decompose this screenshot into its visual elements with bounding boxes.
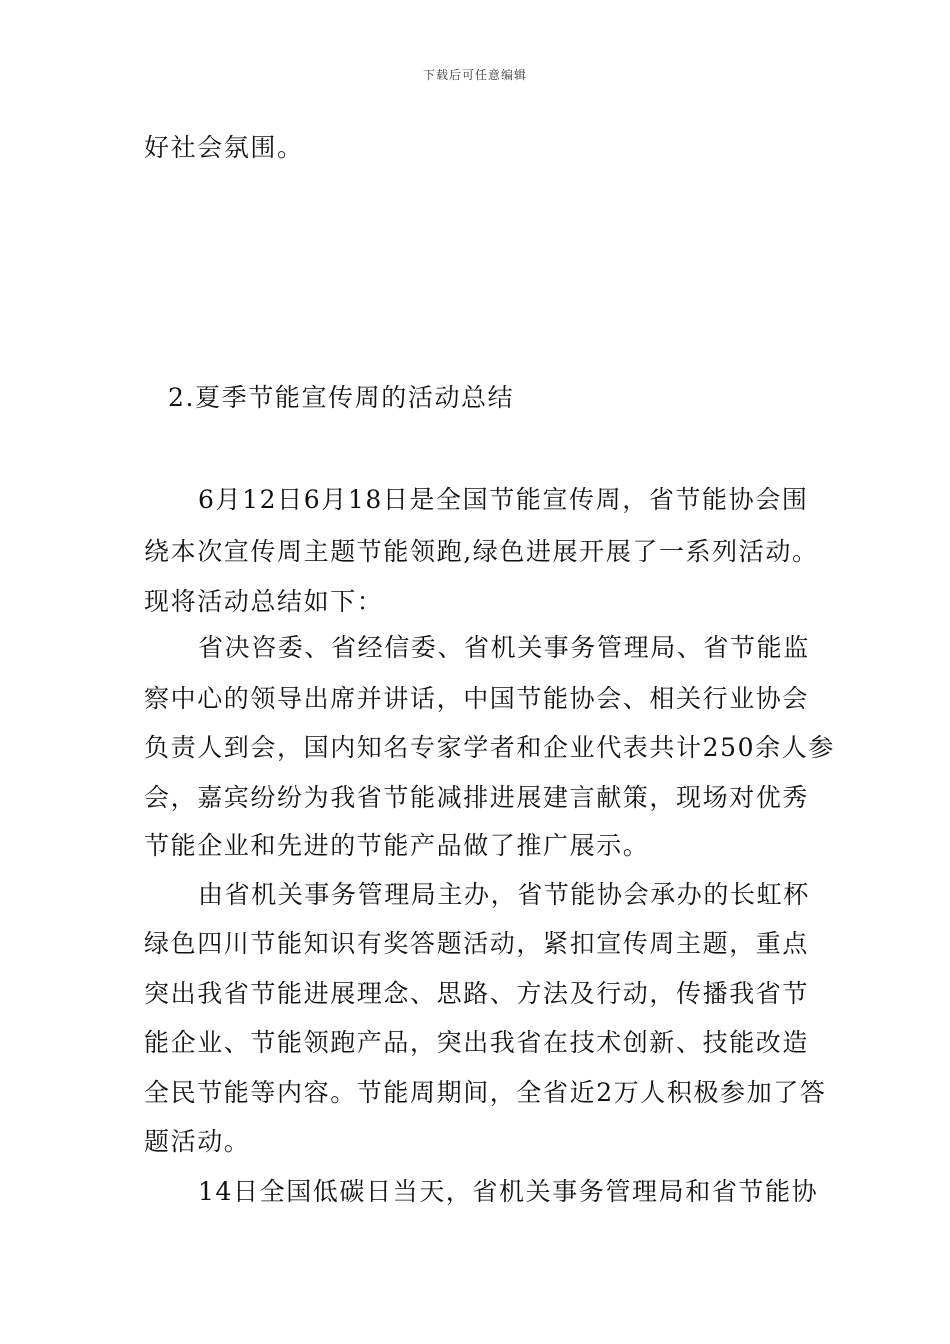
header-note: 下载后可任意编辑 [422,68,527,82]
paragraph-2-line-4: 会，嘉宾纷纷为我省节能减排进展建言献策，现场对优秀 [144,783,810,812]
paragraph-2-line-5: 节能企业和先进的节能产品做了推广展示。 [144,831,650,860]
paragraph-3-line-3: 突出我省节能进展理念、思路、方法及行动，传播我省节 [144,979,810,1008]
paragraph-2-line-2: 察中心的领导出席并讲话，中国节能协会、相关行业协会 [144,684,810,713]
paragraph-3-line-5: 全民节能等内容。节能周期间，全省近2万人积极参加了答 [144,1078,827,1107]
paragraph-1-line-2: 绕本次宣传周主题节能领跑,绿色进展开展了一系列活动。 [144,537,819,566]
paragraph-3-line-2: 绿色四川节能知识有奖答题活动，紧扣宣传周主题，重点 [144,929,810,958]
paragraph-2-line-3: 负责人到会，国内知名专家学者和企业代表共计250余人参 [144,733,835,762]
paragraph-3-line-1: 由省机关事务管理局主办，省节能协会承办的长虹杯 [198,880,810,909]
paragraph-2-line-1: 省决咨委、省经信委、省机关事务管理局、省节能监 [198,633,810,662]
paragraph-1-line-3: 现将活动总结如下： [144,587,384,616]
continuation-text: 好社会氛围。 [144,133,304,162]
section-heading: 2.夏季节能宣传周的活动总结 [168,383,515,412]
paragraph-4-line-1: 14日全国低碳日当天，省机关事务管理局和省节能协 [198,1177,819,1206]
paragraph-3-line-4: 能企业、节能领跑产品，突出我省在技术创新、技能改造 [144,1028,810,1057]
paragraph-3-line-6: 题活动。 [144,1127,251,1156]
paragraph-1-line-1: 6月12日6月18日是全国节能宣传周，省节能协会围 [198,485,809,514]
